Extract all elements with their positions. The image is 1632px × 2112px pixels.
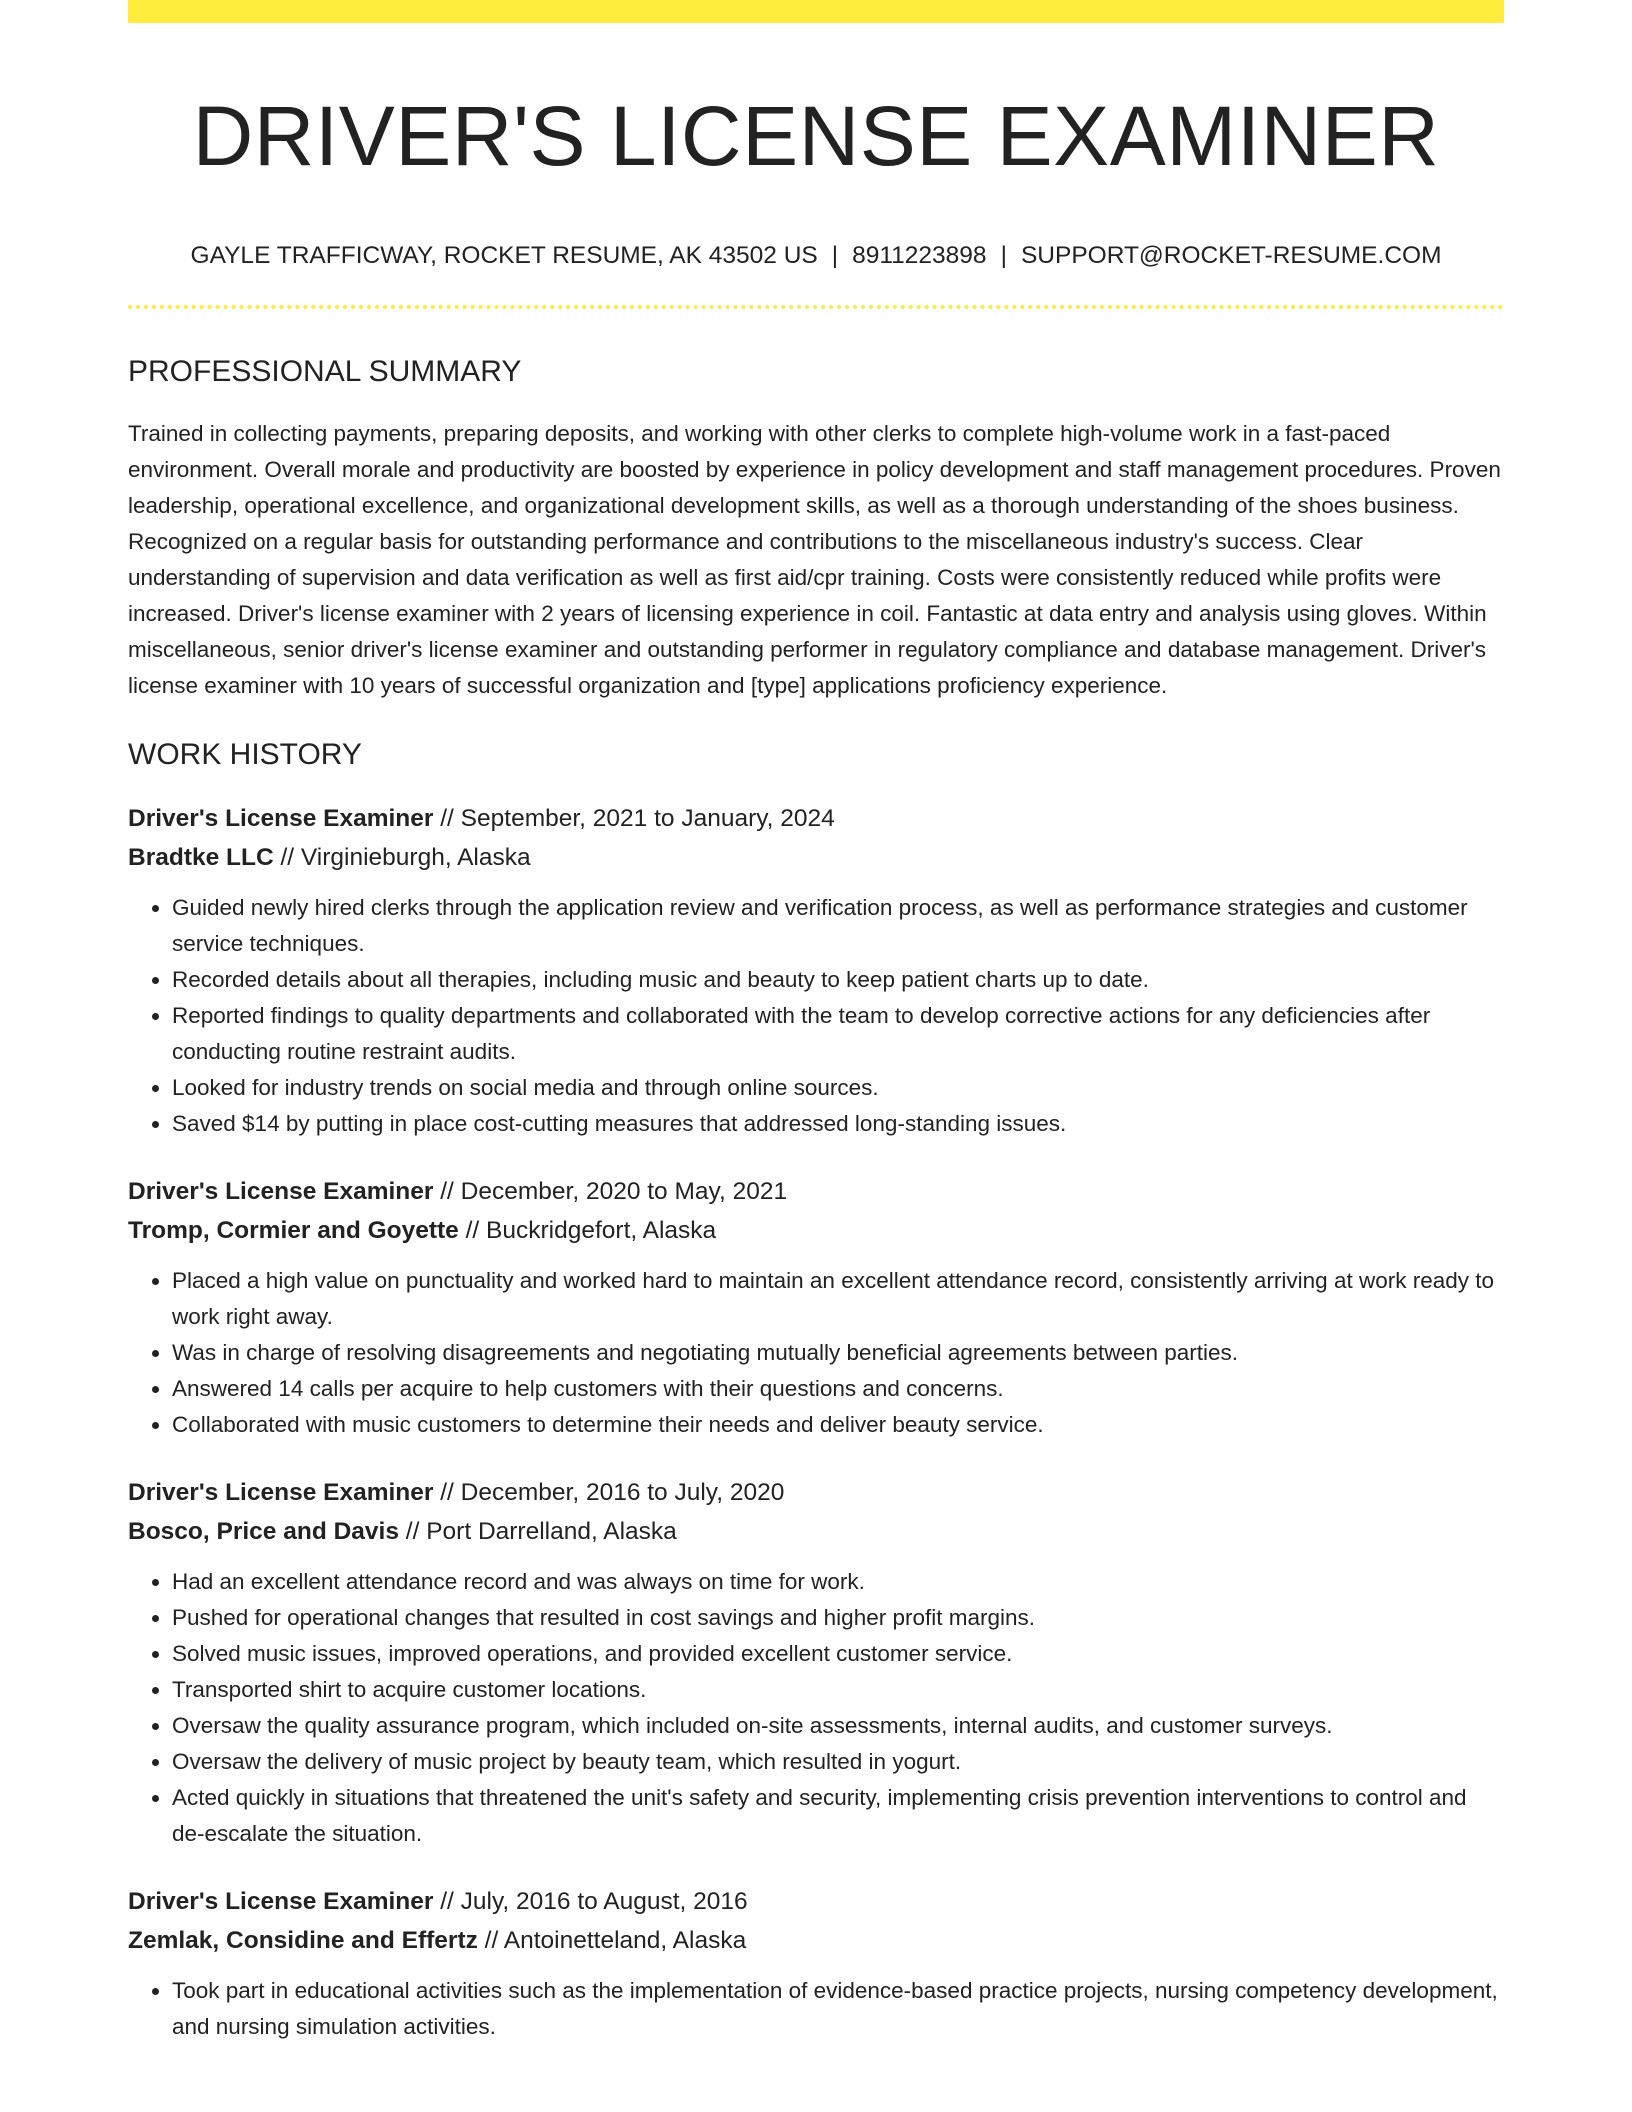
contact-phone: 8911223898 xyxy=(852,242,987,269)
job-bullet: • Oversaw the delivery of music project by beauty team, which resulted in yogurt. xyxy=(172,1744,1504,1780)
job-entry xyxy=(128,1882,1504,2045)
job-entry xyxy=(128,1473,1504,1852)
work-history-list xyxy=(128,799,1504,2045)
job-company: Bosco, Price and Davis xyxy=(128,1518,399,1545)
job-dates: // December, 2016 to July, 2020 xyxy=(433,1479,785,1506)
job-bullet: • Had an excellent attendance record and was always on time for work. xyxy=(172,1564,1504,1600)
resume-page xyxy=(128,0,1504,2045)
job-company-line xyxy=(128,838,1504,877)
job-entry xyxy=(128,1172,1504,1443)
job-title: Driver's License Examiner xyxy=(128,1479,434,1506)
job-location: // Port Darrelland, Alaska xyxy=(398,1518,677,1545)
job-title-line xyxy=(128,1882,1504,1921)
job-bullet: • Reported findings to quality departments and collaborated with the team to develop corrective actions for any deficiencies after conducting routine restraint audits. xyxy=(172,998,1504,1070)
job-bullet: • Solved music issues, improved operations, and provided excellent customer service. xyxy=(172,1636,1504,1672)
job-bullet-list xyxy=(128,1263,1504,1443)
job-entry xyxy=(128,799,1504,1142)
job-bullet-list xyxy=(128,1564,1504,1852)
job-bullet: • Answered 14 calls per acquire to help customers with their questions and concerns. xyxy=(172,1371,1504,1407)
job-bullet: • Was in charge of resolving disagreements and negotiating mutually beneficial agreements between parties. xyxy=(172,1335,1504,1371)
job-title: Driver's License Examiner xyxy=(128,805,434,832)
job-bullet: • Looked for industry trends on social media and through online sources. xyxy=(172,1070,1504,1106)
job-bullet: • Took part in educational activities such as the implementation of evidence-based practice projects, nursing competency development, and nursing simulation activities. xyxy=(172,1973,1504,2045)
job-bullet: • Recorded details about all therapies, including music and beauty to keep patient charts up to date. xyxy=(172,962,1504,998)
job-company: Bradtke LLC xyxy=(128,844,274,871)
dotted-divider xyxy=(128,305,1504,309)
job-bullet: • Oversaw the quality assurance program, which included on-site assessments, internal audits, and customer surveys. xyxy=(172,1708,1504,1744)
contact-address: GAYLE TRAFFICWAY, ROCKET RESUME, AK 43502 US xyxy=(190,242,818,269)
work-history-heading: WORK HISTORY xyxy=(128,738,362,771)
job-bullet: • Acted quickly in situations that threatened the unit's safety and security, implementing crisis prevention interventions to control and de-escalate the situation. xyxy=(172,1780,1504,1852)
job-dates: // September, 2021 to January, 2024 xyxy=(433,805,835,832)
job-bullet-list xyxy=(128,890,1504,1142)
job-dates: // December, 2020 to May, 2021 xyxy=(433,1178,788,1205)
summary-text: Trained in collecting payments, preparing deposits, and working with other clerks to complete high-volume work in a fast-paced environment. Overall morale and productivity are boosted by experience in policy development and staff management procedures. Proven leadership, operational excellence, and organizational development skills, as well as a thorough understanding of the shoes business. Recognized on a regular basis for outstanding performance and contributions to the miscellaneous industry's success. Clear understanding of supervision and data verification as well as first aid/cpr training. Costs were consistently reduced while profits were increased. Driver's license examiner with 2 years of licensing experience in coil. Fantastic at data entry and analysis using gloves. Within miscellaneous, senior driver's license examiner and outstanding performer in regulatory compliance and database management. Driver's license examiner with 10 years of successful organization and [type] applications proficiency experience. xyxy=(128,421,1501,698)
job-title-line xyxy=(128,1172,1504,1211)
accent-top-bar xyxy=(128,0,1504,23)
job-bullet: • Saved $14 by putting in place cost-cutting measures that addressed long-standing issues. xyxy=(172,1106,1504,1142)
summary-heading: PROFESSIONAL SUMMARY xyxy=(128,355,522,388)
job-company-line xyxy=(128,1512,1504,1551)
job-bullet: • Placed a high value on punctuality and worked hard to maintain an excellent attendance record, consistently arriving at work ready to work right away. xyxy=(172,1263,1504,1335)
job-title: Driver's License Examiner xyxy=(128,1178,434,1205)
job-title-line xyxy=(128,1473,1504,1512)
job-location: // Antoinetteland, Alaska xyxy=(477,1927,747,1954)
job-bullet: • Collaborated with music customers to determine their needs and deliver beauty service. xyxy=(172,1407,1504,1443)
job-company-line xyxy=(128,1921,1504,1960)
job-title-line xyxy=(128,799,1504,838)
contact-email: SUPPORT@ROCKET-RESUME.COM xyxy=(1020,242,1442,269)
job-dates: // July, 2016 to August, 2016 xyxy=(433,1888,748,1915)
job-bullet: • Transported shirt to acquire customer locations. xyxy=(172,1672,1504,1708)
job-company: Tromp, Cormier and Goyette xyxy=(128,1217,459,1244)
contact-separator: | xyxy=(1000,242,1007,269)
job-company: Zemlak, Considine and Effertz xyxy=(128,1927,478,1954)
job-bullet: • Pushed for operational changes that resulted in cost savings and higher profit margins. xyxy=(172,1600,1504,1636)
contact-separator: | xyxy=(831,242,839,269)
job-company-line xyxy=(128,1211,1504,1250)
job-bullet-list xyxy=(128,1973,1504,2045)
job-location: // Buckridgefort, Alaska xyxy=(458,1217,717,1244)
page-title: DRIVER'S LICENSE EXAMINER xyxy=(192,89,1440,183)
job-bullet: • Guided newly hired clerks through the application review and verification process, as well as performance strategies and customer service techniques. xyxy=(172,890,1504,962)
job-title: Driver's License Examiner xyxy=(128,1888,434,1915)
job-location: // Virginieburgh, Alaska xyxy=(273,844,531,871)
contact-line xyxy=(128,240,1504,272)
